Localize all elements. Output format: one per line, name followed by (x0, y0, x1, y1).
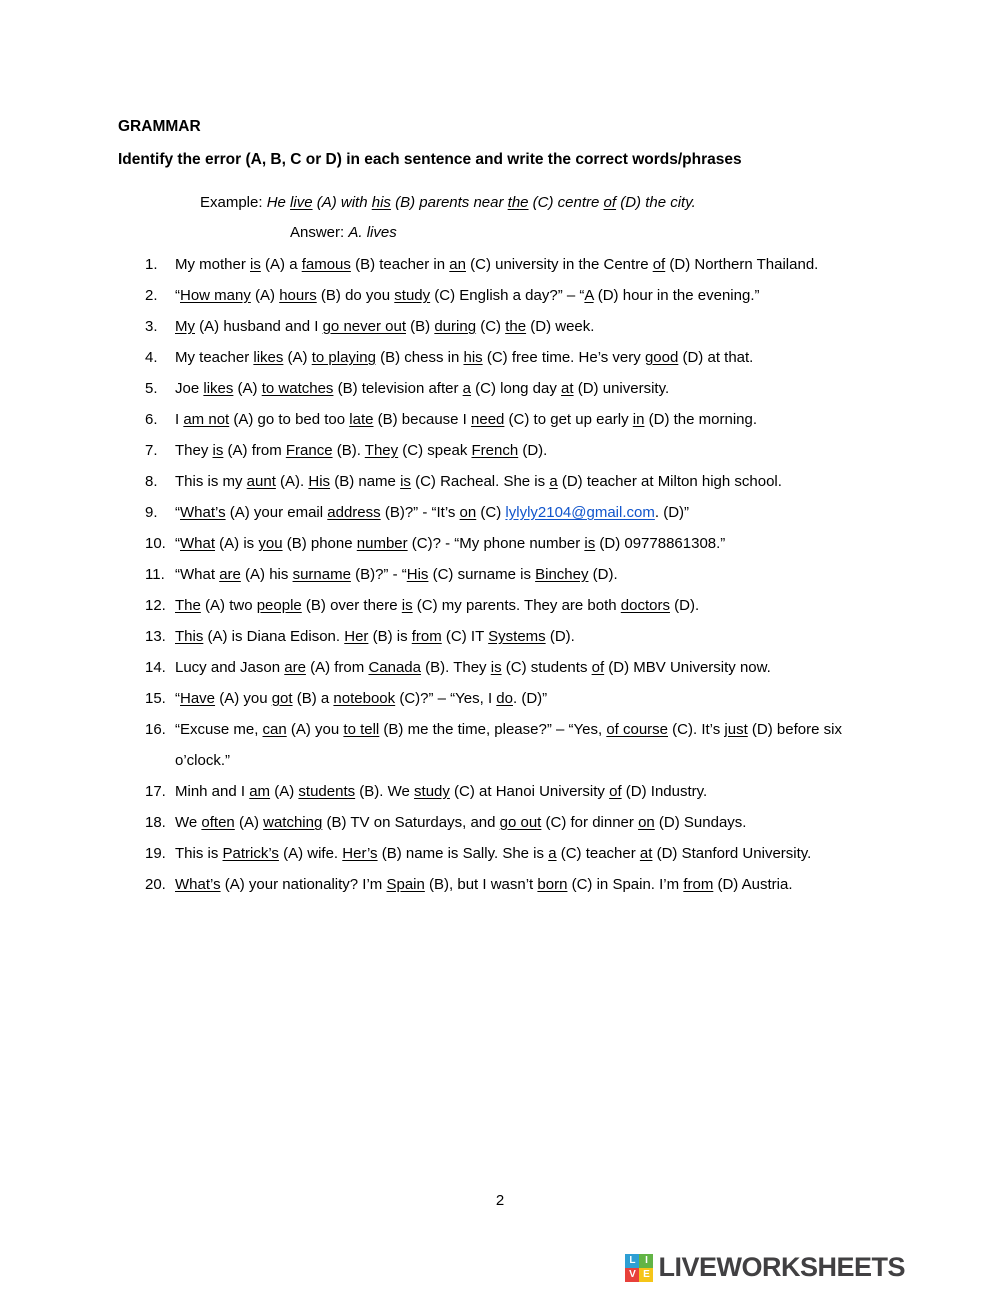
question-number: 14. (145, 659, 166, 676)
question-number: 16. (145, 721, 166, 738)
text-segment: (B) phone (282, 535, 357, 552)
text-segment: (D). (588, 566, 618, 583)
example-line (200, 194, 882, 211)
text-segment: (C). It’s (668, 721, 725, 738)
error-option-underline: in (632, 411, 645, 428)
text-segment: . (D)” (654, 504, 690, 521)
error-option-underline: is (584, 535, 596, 552)
text-segment: (D) 09778861308.” (595, 535, 726, 552)
question-item (118, 714, 882, 776)
liveworksheets-logo-icon (625, 1254, 653, 1282)
liveworksheets-logo-text: LIVEWORKSHEETS (658, 1252, 905, 1282)
question-number: 9. (145, 504, 158, 521)
error-option-underline: often (201, 814, 235, 831)
error-option-underline: Her (344, 628, 369, 645)
error-option-underline: His (308, 473, 331, 490)
question-item (118, 776, 882, 807)
question-number: 5. (145, 380, 158, 397)
text-segment: (C) free time. He’s very (482, 349, 645, 366)
question-text (175, 404, 882, 435)
error-option-underline: go never out (322, 318, 406, 335)
text-segment: (A) is (215, 535, 259, 552)
error-option-underline: of (609, 783, 622, 800)
text-segment: (A) you (215, 690, 272, 707)
text-segment: (D) before six o’clock.” (175, 721, 842, 769)
question-item (118, 807, 882, 838)
question-text (175, 373, 882, 404)
question-item (118, 559, 882, 590)
error-option-underline: his (371, 194, 391, 211)
error-option-underline: a (548, 845, 557, 862)
logo-tile-e: E (639, 1268, 653, 1282)
logo-tile-i: I (639, 1254, 653, 1268)
error-option-underline: Systems (488, 628, 546, 645)
text-segment: “ (175, 535, 180, 552)
logo-tile-l: L (625, 1254, 639, 1268)
text-segment: (A) your nationality? I’m (220, 876, 387, 893)
text-segment: (D) at that. (678, 349, 754, 366)
error-option-underline: people (256, 597, 302, 614)
text-segment: (A) you (286, 721, 344, 738)
text-segment: . (D)” (512, 690, 548, 707)
question-text (175, 559, 882, 590)
error-option-underline: This (175, 628, 204, 645)
error-option-underline: at (561, 380, 574, 397)
error-option-underline: His (406, 566, 429, 583)
question-item (118, 249, 882, 280)
question-list (118, 249, 882, 900)
text-segment: (C) IT (441, 628, 489, 645)
text-segment: (B) over there (301, 597, 402, 614)
error-option-underline: the (505, 318, 527, 335)
error-option-underline: the (507, 194, 529, 211)
text-segment: (D). (518, 442, 548, 459)
error-option-underline: Have (180, 690, 216, 707)
text-segment: Joe (175, 380, 204, 397)
error-option-underline: during (434, 318, 477, 335)
question-text (175, 435, 882, 466)
error-option-underline: you (258, 535, 283, 552)
error-option-underline: to playing (311, 349, 376, 366)
text-segment: (A) your email (225, 504, 328, 521)
text-segment: (B)?” - “ (350, 566, 407, 583)
error-option-underline: his (463, 349, 483, 366)
error-option-underline: What (180, 535, 216, 552)
text-segment: (C)? - “My phone number (407, 535, 585, 552)
text-segment: “ (175, 287, 180, 304)
error-option-underline: The (175, 597, 201, 614)
error-option-underline: is (212, 442, 224, 459)
error-option-underline: French (471, 442, 519, 459)
error-option-underline: an (449, 256, 466, 273)
text-segment: (C) surname is (428, 566, 536, 583)
error-option-underline: study (414, 783, 450, 800)
error-option-underline: on (459, 504, 477, 521)
text-segment: We (175, 814, 202, 831)
text-segment: (A) is Diana Edison. (203, 628, 345, 645)
error-option-underline: of (652, 256, 666, 273)
text-segment: (A) husband and I (195, 318, 323, 335)
page-number: 2 (495, 1192, 505, 1209)
error-option-underline: study (394, 287, 431, 304)
email-link[interactable]: lylyly2104@gmail.com (505, 504, 655, 521)
text-segment: Lucy and Jason (175, 659, 285, 676)
question-item (118, 373, 882, 404)
error-option-underline: number (356, 535, 408, 552)
question-number: 12. (145, 597, 166, 614)
text-segment: (D) Northern Thailand. (665, 256, 819, 273)
text-segment: (C) teacher (556, 845, 640, 862)
error-option-underline: are (284, 659, 306, 676)
text-segment: (D). (669, 597, 700, 614)
text-segment: (B) name (330, 473, 401, 490)
text-segment: (C) university in the Centre (465, 256, 653, 273)
question-text (175, 311, 882, 342)
question-item (118, 435, 882, 466)
text-segment: (D) the morning. (644, 411, 758, 428)
text-segment: This is (175, 845, 223, 862)
question-number: 15. (145, 690, 166, 707)
text-segment: (C) Racheal. She is (410, 473, 550, 490)
text-segment: My mother (175, 256, 251, 273)
text-segment: (B), but I wasn’t (424, 876, 538, 893)
question-text (175, 652, 882, 683)
logo-tile-v: V (625, 1268, 639, 1282)
text-segment: (B). We (355, 783, 415, 800)
text-segment: (A) from (305, 659, 369, 676)
text-segment: (D) MBV University now. (604, 659, 771, 676)
error-option-underline: famous (301, 256, 351, 273)
text-segment: (D) the city. (616, 194, 696, 211)
text-segment: (C)?” – “Yes, I (395, 690, 497, 707)
text-segment: (C) at Hanoi University (449, 783, 610, 800)
question-item (118, 590, 882, 621)
text-segment: (A) (283, 349, 312, 366)
error-option-underline: Patrick’s (222, 845, 279, 862)
question-text (175, 683, 882, 714)
question-number: 10. (145, 535, 166, 552)
error-option-underline: France (285, 442, 333, 459)
question-text (175, 249, 882, 280)
error-option-underline: What’s (175, 876, 221, 893)
error-option-underline: They (364, 442, 399, 459)
text-segment: (A) go to bed too (229, 411, 350, 428)
text-segment: (D) Stanford University. (652, 845, 812, 862)
question-text (175, 342, 882, 373)
error-option-underline: is (400, 473, 411, 490)
error-option-underline: at (639, 845, 653, 862)
text-segment: Minh and I (175, 783, 250, 800)
question-item (118, 466, 882, 497)
text-segment: (D) Austria. (713, 876, 793, 893)
example-label: Example: (200, 194, 267, 211)
text-segment: My teacher (175, 349, 254, 366)
error-option-underline: students (298, 783, 356, 800)
question-item (118, 311, 882, 342)
error-option-underline: My (175, 318, 195, 335)
text-segment: (D) Industry. (621, 783, 708, 800)
question-item (118, 838, 882, 869)
question-text (175, 497, 882, 528)
question-number: 6. (145, 411, 158, 428)
question-number: 19. (145, 845, 166, 862)
question-number: 4. (145, 349, 158, 366)
text-segment: “ (175, 504, 180, 521)
question-text (175, 714, 882, 776)
question-text (175, 807, 882, 838)
question-number: 1. (145, 256, 158, 273)
text-segment: (C) my parents. They are both (412, 597, 621, 614)
text-segment: (D) week. (526, 318, 595, 335)
error-option-underline: good (644, 349, 679, 366)
answer-value: A. lives (348, 224, 397, 241)
error-option-underline: A (584, 287, 594, 304)
text-segment: (B). (332, 442, 365, 459)
text-segment: (A). (275, 473, 309, 490)
question-item (118, 280, 882, 311)
instruction-text: Identify the error (A, B, C or D) in each sentence and write the correct words/phrases (118, 151, 742, 168)
text-segment: (B) a (292, 690, 334, 707)
text-segment: (B) chess in (375, 349, 464, 366)
question-number: 17. (145, 783, 166, 800)
error-option-underline: a (549, 473, 558, 490)
text-segment: (A) (234, 814, 264, 831)
text-segment: (A) from (223, 442, 286, 459)
error-option-underline: are (219, 566, 241, 583)
error-option-underline: Binchey (535, 566, 589, 583)
text-segment: (C) (476, 504, 506, 521)
error-option-underline: a (462, 380, 471, 397)
question-text (175, 466, 882, 497)
question-number: 20. (145, 876, 166, 893)
question-item (118, 683, 882, 714)
text-segment: (B) because I (373, 411, 472, 428)
error-option-underline: notebook (333, 690, 396, 707)
error-option-underline: got (271, 690, 293, 707)
text-segment: (D) university. (573, 380, 670, 397)
question-text (175, 528, 882, 559)
text-segment: (A) with (312, 194, 372, 211)
text-segment: (B) TV on Saturdays, and (322, 814, 500, 831)
text-segment: (A) (270, 783, 299, 800)
question-text (175, 280, 882, 311)
text-segment: (C) speak (398, 442, 472, 459)
error-option-underline: of (591, 659, 605, 676)
error-option-underline: to tell (343, 721, 380, 738)
error-option-underline: hours (279, 287, 317, 304)
text-segment: (A) a (260, 256, 302, 273)
error-option-underline: am not (183, 411, 230, 428)
error-option-underline: Canada (368, 659, 421, 676)
error-option-underline: can (262, 721, 287, 738)
error-option-underline: What’s (180, 504, 226, 521)
error-option-underline: of course (606, 721, 669, 738)
text-segment: (B) (406, 318, 435, 335)
text-segment: (A) his (240, 566, 293, 583)
question-number: 11. (145, 566, 165, 583)
question-text (175, 621, 882, 652)
text-segment: (C) long day (471, 380, 562, 397)
question-item (118, 621, 882, 652)
question-number: 3. (145, 318, 158, 335)
text-segment: They (175, 442, 213, 459)
error-option-underline: doctors (620, 597, 670, 614)
grammar-heading: GRAMMAR (118, 118, 201, 135)
text-segment: (D). (545, 628, 575, 645)
question-text (175, 776, 882, 807)
error-option-underline: born (537, 876, 568, 893)
text-segment: (A) wife. (278, 845, 343, 862)
error-option-underline: live (290, 194, 313, 211)
error-option-underline: likes (203, 380, 234, 397)
text-segment: I (175, 411, 184, 428)
text-segment: (B)?” - “It’s (380, 504, 460, 521)
text-segment: “ (175, 690, 180, 707)
text-segment: “What (175, 566, 220, 583)
error-option-underline: on (638, 814, 655, 831)
answer-label: Answer: (290, 224, 349, 241)
error-option-underline: aunt (246, 473, 276, 490)
question-item (118, 652, 882, 683)
error-option-underline: is (250, 256, 261, 273)
question-item (118, 528, 882, 559)
example-sentence (267, 194, 696, 211)
text-segment: (B) parents near (390, 194, 508, 211)
text-segment: (D) Sundays. (654, 814, 747, 831)
text-segment: “Excuse me, (175, 721, 263, 738)
error-option-underline: How many (180, 287, 251, 304)
question-number: 13. (145, 628, 166, 645)
text-segment: (A) (233, 380, 262, 397)
question-number: 18. (145, 814, 166, 831)
liveworksheets-logo (625, 1252, 905, 1283)
error-option-underline: from (411, 628, 442, 645)
error-option-underline: address (327, 504, 381, 521)
text-segment: (C) centre (528, 194, 604, 211)
text-segment: He (266, 194, 291, 211)
question-text (175, 590, 882, 621)
error-option-underline: am (249, 783, 271, 800)
text-segment: (C) English a day?” – “ (430, 287, 585, 304)
question-item (118, 869, 882, 900)
error-option-underline: Her’s (342, 845, 378, 862)
error-option-underline: is (401, 597, 413, 614)
answer-line (290, 224, 882, 241)
text-segment: (D) hour in the evening.” (593, 287, 760, 304)
question-number: 8. (145, 473, 158, 490)
error-option-underline: need (471, 411, 505, 428)
error-option-underline: of (603, 194, 617, 211)
text-segment: (B) name is Sally. She is (377, 845, 549, 862)
question-text (175, 869, 882, 900)
text-segment: (C) (476, 318, 506, 335)
question-number: 7. (145, 442, 158, 459)
text-segment: (C) in Spain. I’m (567, 876, 684, 893)
error-option-underline: from (683, 876, 714, 893)
error-option-underline: is (490, 659, 502, 676)
error-option-underline: late (349, 411, 374, 428)
text-segment: (B) do you (316, 287, 395, 304)
error-option-underline: do (496, 690, 513, 707)
error-option-underline: watching (263, 814, 323, 831)
question-item (118, 404, 882, 435)
question-text (175, 838, 882, 869)
question-item (118, 497, 882, 528)
error-option-underline: just (724, 721, 748, 738)
error-option-underline: to watches (261, 380, 334, 397)
text-segment: (A) (250, 287, 280, 304)
error-option-underline: surname (292, 566, 351, 583)
text-segment: (D) teacher at Milton high school. (557, 473, 782, 490)
error-option-underline: likes (253, 349, 284, 366)
text-segment: This is my (175, 473, 247, 490)
error-option-underline: go out (499, 814, 542, 831)
text-segment: (C) to get up early (504, 411, 633, 428)
text-segment: (B). They (420, 659, 491, 676)
text-segment: (B) is (368, 628, 412, 645)
text-segment: (C) for dinner (541, 814, 639, 831)
text-segment: (A) two (200, 597, 257, 614)
question-number: 2. (145, 287, 158, 304)
text-segment: (B) television after (333, 380, 463, 397)
text-segment: (C) students (501, 659, 592, 676)
error-option-underline: Spain (386, 876, 425, 893)
text-segment: (B) teacher in (350, 256, 450, 273)
question-item (118, 342, 882, 373)
text-segment: (B) me the time, please?” – “Yes, (379, 721, 607, 738)
